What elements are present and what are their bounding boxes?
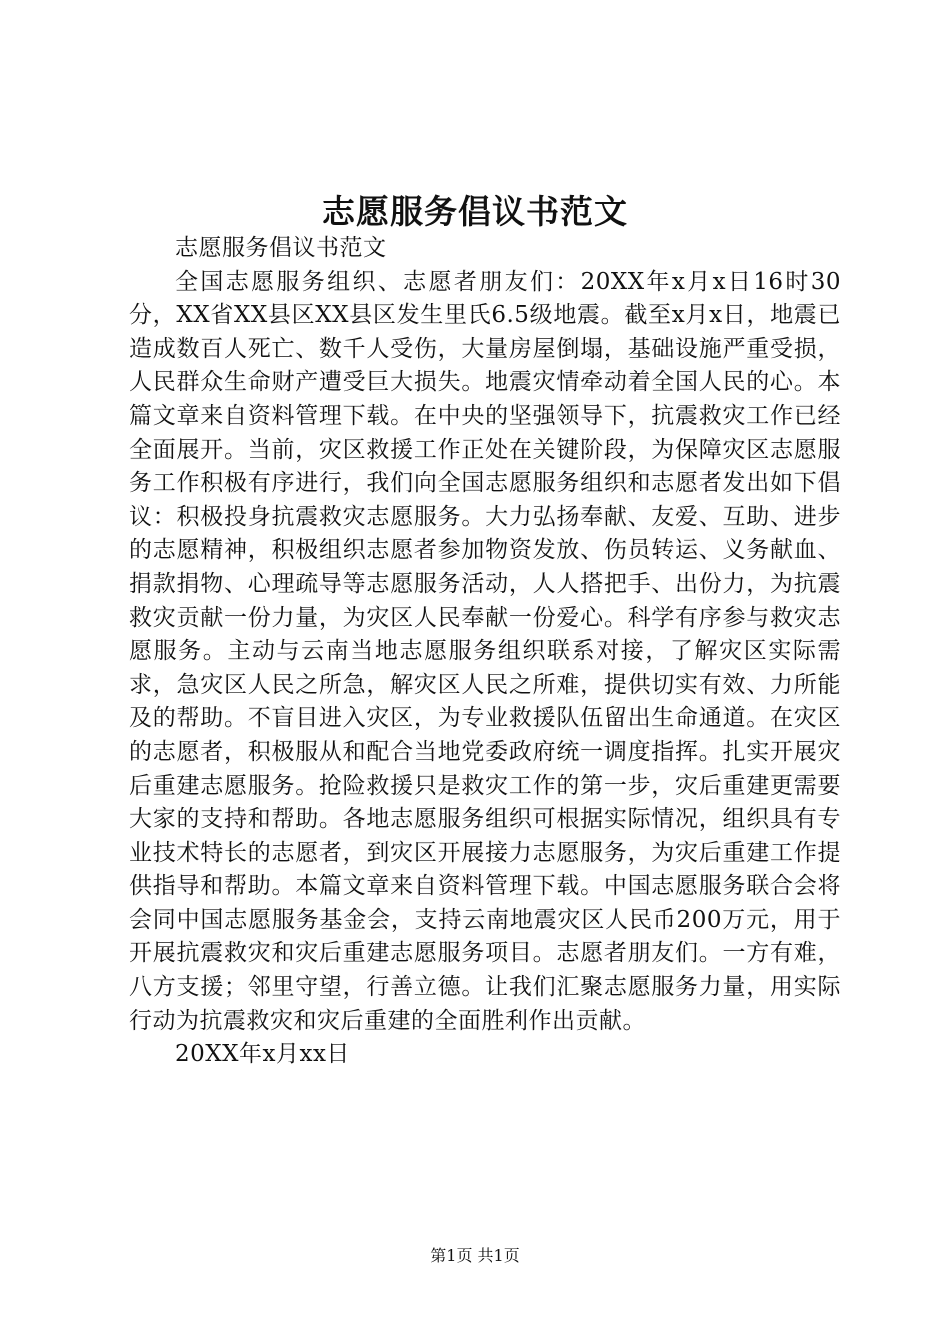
main-paragraph: 全国志愿服务组织、志愿者朋友们：20XX年x月x日16时30分，XX省XX县区XX县区发生里氏6.5级地震。截至x月x日，地震已造成数百人死亡、数千人受伤，大量房屋倒塌，基础设施严重受损，人民群众生命财产遭受巨大损失。地震灾情牵动着全国人民的心。本篇文章来自资料管理下载。在中央的坚强领导下，抗震救灾工作已经全面展开。当前，灾区救援工作正处在关键阶段，为保障灾区志愿服务工作积极有序进行，我们向全国志愿服务组织和志愿者发出如下倡议：积极投身抗震救灾志愿服务。大力弘扬奉献、友爱、互助、进步的志愿精神，积极组织志愿者参加物资发放、伤员转运、义务献血、捐款捐物、心理疏导等志愿服务活动，人人搭把手、出份力，为抗震救灾贡献一份力量，为灾区人民奉献一份爱心。科学有序参与救灾志愿服务。主动与云南当地志愿服务组织联系对接，了解灾区实际需求，急灾区人民之所急，解灾区人民之所难，提供切实有效、力所能及的帮助。不盲目进入灾区，为专业救援队伍留出生命通道。在灾区的志愿者，积极服从和配合当地党委政府统一调度指挥。扎实开展灾后重建志愿服务。抢险救援只是救灾工作的第一步，灾后重建更需要大家的支持和帮助。各地志愿服务组织可根据实际情况，组织具有专业技术特长的志愿者，到灾区开展接力志愿服务，为灾后重建工作提供指导和帮助。本篇文章来自资料管理下载。中国志愿服务联合会将会同中国志愿服务基金会，支持云南地震灾区人民币200万元，用于开展抗震救灾和灾后重建志愿服务项目。志愿者朋友们。一方有难，八方支援；邻里守望，行善立德。让我们汇聚志愿服务力量，用实际行动为抗震救灾和灾后重建的全面胜利作出贡献。 — [129, 268, 841, 1034]
date-paragraph: 20XX年x月xx日 — [175, 1041, 350, 1068]
document-body — [129, 232, 841, 1072]
subtitle-paragraph: 志愿服务倡议书范文 — [175, 235, 387, 261]
page-footer: 第1页 共1页 — [430, 1246, 520, 1265]
document-title: 志愿服务倡议书范文 — [322, 192, 628, 231]
